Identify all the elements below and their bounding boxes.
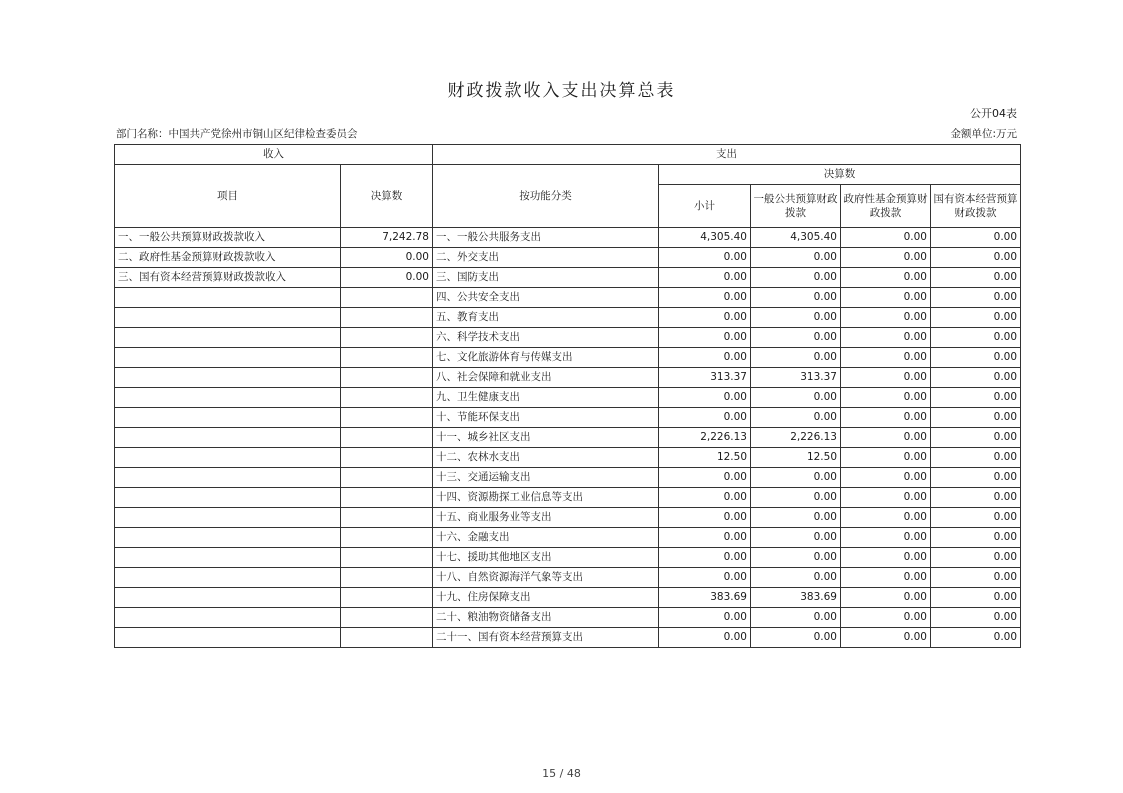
gov-fund-cell: 0.00 — [841, 328, 931, 348]
subtotal-cell: 0.00 — [659, 508, 751, 528]
general-budget-cell: 0.00 — [751, 568, 841, 588]
gov-fund-cell: 0.00 — [841, 248, 931, 268]
general-budget-cell: 4,305.40 — [751, 228, 841, 248]
gov-fund-cell: 0.00 — [841, 508, 931, 528]
subtotal-cell: 0.00 — [659, 628, 751, 648]
general-budget-cell: 313.37 — [751, 368, 841, 388]
form-code: 公开04表 — [970, 107, 1017, 120]
gov-fund-cell: 0.00 — [841, 468, 931, 488]
general-budget-cell: 0.00 — [751, 328, 841, 348]
expense-item-cell: 四、公共安全支出 — [433, 288, 659, 308]
gov-fund-cell: 0.00 — [841, 308, 931, 328]
income-amount-cell — [341, 308, 433, 328]
subtotal-cell: 0.00 — [659, 248, 751, 268]
state-capital-cell: 0.00 — [931, 548, 1021, 568]
subtotal-cell: 0.00 — [659, 528, 751, 548]
income-amount-cell — [341, 608, 433, 628]
general-budget-cell: 0.00 — [751, 508, 841, 528]
table-row — [115, 468, 1021, 488]
state-capital-cell: 0.00 — [931, 328, 1021, 348]
income-amount-cell: 0.00 — [341, 248, 433, 268]
gov-fund-cell: 0.00 — [841, 288, 931, 308]
gov-fund-cell: 0.00 — [841, 628, 931, 648]
general-budget-cell: 0.00 — [751, 288, 841, 308]
table-row — [115, 288, 1021, 308]
expense-item-cell: 九、卫生健康支出 — [433, 388, 659, 408]
state-capital-cell: 0.00 — [931, 528, 1021, 548]
expense-item-cell: 十八、自然资源海洋气象等支出 — [433, 568, 659, 588]
general-budget-cell: 0.00 — [751, 628, 841, 648]
gov-fund-header: 政府性基金预算财政拨款 — [841, 185, 931, 228]
table-row — [115, 368, 1021, 388]
state-capital-cell: 0.00 — [931, 288, 1021, 308]
income-item-cell — [115, 628, 341, 648]
gov-fund-cell: 0.00 — [841, 408, 931, 428]
department-name: 部门名称：中国共产党徐州市铜山区纪律检查委员会 — [116, 128, 358, 140]
state-capital-cell: 0.00 — [931, 268, 1021, 288]
subtotal-cell: 383.69 — [659, 588, 751, 608]
expense-item-cell: 一、一般公共服务支出 — [433, 228, 659, 248]
gov-fund-cell: 0.00 — [841, 388, 931, 408]
general-budget-cell: 2,226.13 — [751, 428, 841, 448]
subtotal-cell: 0.00 — [659, 468, 751, 488]
gov-fund-cell: 0.00 — [841, 428, 931, 448]
by-function-header: 按功能分类 — [433, 165, 659, 228]
subtotal-cell: 2,226.13 — [659, 428, 751, 448]
income-item-cell — [115, 408, 341, 428]
table-row — [115, 448, 1021, 468]
income-amount-cell — [341, 348, 433, 368]
state-capital-cell: 0.00 — [931, 568, 1021, 588]
income-amount-cell — [341, 428, 433, 448]
gov-fund-cell: 0.00 — [841, 588, 931, 608]
income-item-cell — [115, 468, 341, 488]
table-row — [115, 608, 1021, 628]
table-row — [115, 308, 1021, 328]
income-item-cell — [115, 568, 341, 588]
income-item-cell — [115, 308, 341, 328]
subtotal-cell: 0.00 — [659, 328, 751, 348]
general-budget-cell: 0.00 — [751, 268, 841, 288]
expense-item-cell: 十九、住房保障支出 — [433, 588, 659, 608]
general-budget-cell: 0.00 — [751, 608, 841, 628]
table-row — [115, 568, 1021, 588]
general-budget-cell: 0.00 — [751, 388, 841, 408]
income-amount-cell — [341, 288, 433, 308]
page-indicator: 15 / 48 — [542, 767, 581, 780]
state-capital-cell: 0.00 — [931, 428, 1021, 448]
general-budget-cell: 0.00 — [751, 408, 841, 428]
income-amount-cell — [341, 628, 433, 648]
state-capital-cell: 0.00 — [931, 228, 1021, 248]
general-budget-cell: 0.00 — [751, 308, 841, 328]
table-row — [115, 228, 1021, 248]
income-amount-cell — [341, 508, 433, 528]
table-row — [115, 488, 1021, 508]
income-item-cell — [115, 448, 341, 468]
expense-item-cell: 二十、粮油物资储备支出 — [433, 608, 659, 628]
state-capital-cell: 0.00 — [931, 508, 1021, 528]
income-item-cell — [115, 528, 341, 548]
table-row — [115, 348, 1021, 368]
subtotal-cell: 0.00 — [659, 568, 751, 588]
table-row — [115, 508, 1021, 528]
expense-item-cell: 八、社会保障和就业支出 — [433, 368, 659, 388]
income-item-cell — [115, 388, 341, 408]
table-row — [115, 628, 1021, 648]
income-amount-cell — [341, 408, 433, 428]
subtotal-cell: 0.00 — [659, 268, 751, 288]
expense-item-cell: 十二、农林水支出 — [433, 448, 659, 468]
expense-item-cell: 十三、交通运输支出 — [433, 468, 659, 488]
table-row — [115, 328, 1021, 348]
income-amount-cell — [341, 488, 433, 508]
subtotal-cell: 313.37 — [659, 368, 751, 388]
expense-item-cell: 十四、资源勘探工业信息等支出 — [433, 488, 659, 508]
income-item-cell — [115, 548, 341, 568]
subtotal-cell: 12.50 — [659, 448, 751, 468]
income-item-cell: 一、一般公共预算财政拨款收入 — [115, 228, 341, 248]
subtotal-cell: 0.00 — [659, 288, 751, 308]
subtotal-cell: 0.00 — [659, 608, 751, 628]
subtotal-cell: 0.00 — [659, 388, 751, 408]
page-title: 财政拨款收入支出决算总表 — [447, 81, 676, 101]
subtotal-header: 小计 — [659, 185, 751, 228]
income-item-cell — [115, 368, 341, 388]
state-capital-cell: 0.00 — [931, 408, 1021, 428]
income-header: 收入 — [115, 145, 433, 165]
state-capital-cell: 0.00 — [931, 368, 1021, 388]
amount-header: 决算数 — [341, 165, 433, 228]
gov-fund-cell: 0.00 — [841, 368, 931, 388]
expense-item-cell: 十六、金融支出 — [433, 528, 659, 548]
state-capital-cell: 0.00 — [931, 248, 1021, 268]
gov-fund-cell: 0.00 — [841, 348, 931, 368]
income-item-cell — [115, 608, 341, 628]
state-capital-cell: 0.00 — [931, 448, 1021, 468]
gov-fund-cell: 0.00 — [841, 548, 931, 568]
budget-table — [114, 144, 1021, 648]
income-item-cell: 二、政府性基金预算财政拨款收入 — [115, 248, 341, 268]
subtotal-cell: 0.00 — [659, 348, 751, 368]
income-item-cell — [115, 348, 341, 368]
income-item-cell — [115, 328, 341, 348]
table-row — [115, 428, 1021, 448]
gov-fund-cell: 0.00 — [841, 488, 931, 508]
expense-item-cell: 七、文化旅游体育与传媒支出 — [433, 348, 659, 368]
income-amount-cell — [341, 468, 433, 488]
table-row — [115, 388, 1021, 408]
expense-item-cell: 二、外交支出 — [433, 248, 659, 268]
general-budget-cell: 0.00 — [751, 528, 841, 548]
expense-item-cell: 二十一、国有资本经营预算支出 — [433, 628, 659, 648]
general-budget-cell: 0.00 — [751, 348, 841, 368]
income-amount-cell: 0.00 — [341, 268, 433, 288]
table-row — [115, 248, 1021, 268]
income-amount-cell — [341, 548, 433, 568]
expense-item-cell: 三、国防支出 — [433, 268, 659, 288]
income-item-cell — [115, 288, 341, 308]
gov-fund-cell: 0.00 — [841, 268, 931, 288]
expense-item-cell: 十五、商业服务业等支出 — [433, 508, 659, 528]
subtotal-cell: 0.00 — [659, 548, 751, 568]
expense-item-cell: 十一、城乡社区支出 — [433, 428, 659, 448]
table-row — [115, 268, 1021, 288]
state-capital-cell: 0.00 — [931, 488, 1021, 508]
state-capital-cell: 0.00 — [931, 348, 1021, 368]
income-item-cell — [115, 428, 341, 448]
gov-fund-cell: 0.00 — [841, 228, 931, 248]
state-capital-cell: 0.00 — [931, 388, 1021, 408]
state-capital-cell: 0.00 — [931, 608, 1021, 628]
income-amount-cell: 7,242.78 — [341, 228, 433, 248]
expense-item-cell: 六、科学技术支出 — [433, 328, 659, 348]
income-amount-cell — [341, 448, 433, 468]
general-budget-cell: 383.69 — [751, 588, 841, 608]
state-capital-cell: 0.00 — [931, 468, 1021, 488]
income-item-cell — [115, 488, 341, 508]
subtotal-cell: 0.00 — [659, 308, 751, 328]
state-capital-cell: 0.00 — [931, 588, 1021, 608]
income-amount-cell — [341, 528, 433, 548]
income-amount-cell — [341, 368, 433, 388]
table-row — [115, 528, 1021, 548]
state-capital-cell: 0.00 — [931, 308, 1021, 328]
general-budget-cell: 0.00 — [751, 488, 841, 508]
income-item-cell — [115, 508, 341, 528]
table-row — [115, 588, 1021, 608]
general-budget-cell: 0.00 — [751, 548, 841, 568]
table-row — [115, 408, 1021, 428]
income-amount-cell — [341, 388, 433, 408]
income-amount-cell — [341, 568, 433, 588]
gov-fund-cell: 0.00 — [841, 568, 931, 588]
subtotal-cell: 0.00 — [659, 488, 751, 508]
expense-item-cell: 十、节能环保支出 — [433, 408, 659, 428]
table-body — [115, 228, 1021, 648]
general-budget-header: 一般公共预算财政拨款 — [751, 185, 841, 228]
gov-fund-cell: 0.00 — [841, 528, 931, 548]
income-item-cell — [115, 588, 341, 608]
income-item-cell: 三、国有资本经营预算财政拨款收入 — [115, 268, 341, 288]
subtotal-cell: 0.00 — [659, 408, 751, 428]
item-header: 项目 — [115, 165, 341, 228]
gov-fund-cell: 0.00 — [841, 608, 931, 628]
expense-item-cell: 十七、援助其他地区支出 — [433, 548, 659, 568]
final-amount-header: 决算数 — [659, 165, 1021, 185]
table-row — [115, 548, 1021, 568]
general-budget-cell: 0.00 — [751, 248, 841, 268]
gov-fund-cell: 0.00 — [841, 448, 931, 468]
subtotal-cell: 4,305.40 — [659, 228, 751, 248]
general-budget-cell: 0.00 — [751, 468, 841, 488]
state-capital-cell: 0.00 — [931, 628, 1021, 648]
expense-item-cell: 五、教育支出 — [433, 308, 659, 328]
state-capital-header: 国有资本经营预算财政拨款 — [931, 185, 1021, 228]
expense-header: 支出 — [433, 145, 1021, 165]
amount-unit: 金额单位:万元 — [950, 128, 1017, 140]
income-amount-cell — [341, 328, 433, 348]
general-budget-cell: 12.50 — [751, 448, 841, 468]
income-amount-cell — [341, 588, 433, 608]
